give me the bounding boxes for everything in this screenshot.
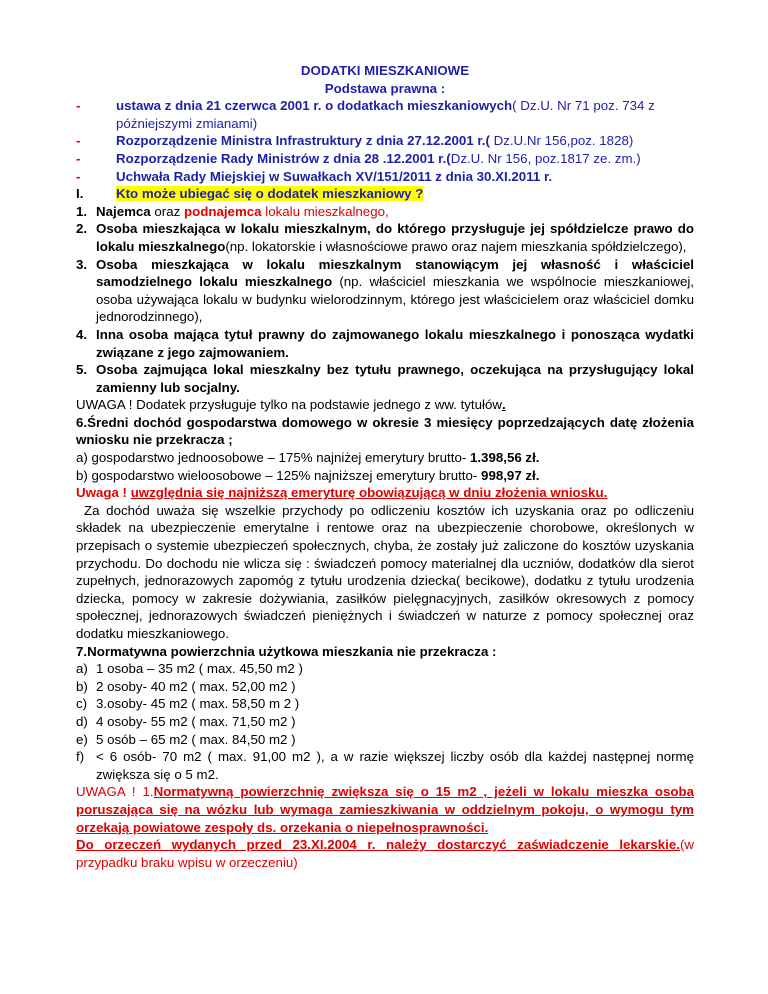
- legal-basis-item: - ustawa z dnia 21 czerwca 2001 r. o dodatkach mieszkaniowych( Dz.U. Nr 71 poz. 734 z późniejszymi zmianami): [76, 98, 655, 131]
- area-norm-item: b) 2 osoby- 40 m2 ( max. 52,00 m2 ): [76, 678, 296, 694]
- income-limit-multi: b) gospodarstwo wieloosobowe – 125% najniższej emerytury brutto- 998,97 zł.: [76, 467, 540, 483]
- legal-basis-item: - Rozporządzenie Rady Ministrów z dnia 28 .12.2001 r.(Dz.U. Nr 156, poz.1817 ze. zm.): [76, 150, 641, 166]
- legal-basis-heading: Podstawa prawna :: [324, 80, 446, 96]
- legal-basis-item: - Rozporządzenie Ministra Infrastruktury z dnia 27.12.2001 r.( Dz.U.Nr 156,poz. 1828): [76, 133, 634, 149]
- eligible-item: 3. Osoba mieszkająca w lokalu mieszkalnym stanowiącym jej własność i właściciel samodzielnego lokalu mieszkalnego (np. właściciel mieszkania we wspólnocie mieszkaniowej, osoba używająca lokalu w budynku wielorodzinnym, którego jest właścicielem oraz właściciel domku jednorodzinnego),: [76, 256, 694, 325]
- income-definition-paragraph: Za dochód uważa się wszelkie przychody po odliczeniu kosztów ich uzyskania oraz po odliczeniu składek na ubezpieczenie emerytalne i rentowe oraz na ubezpieczenie chorobowe, określonych w przepisach o systemie ubezpieczeń społecznych, chyba, że zostały już zaliczone do kosztów uzyskania przychodu. Do dochodu nie wlicza się : świadczeń pomocy materialnej dla uczniów, dodatków dla sierot zupełnych, jednorazowych zapomóg z tytułu urodzenia dziecka( becikowe), dodatku z tytułu urodzenia dziecka, pomocy w zakresie dożywiania, zasiłków pielęgnacyjnych, zasiłków okresowych z pomocy społecznej, jednorazowych świadczeń pieniężnych i świadczeń w naturze z pomocy społecznej oraz dodatku mieszkaniowego.: [76, 502, 694, 641]
- uwaga-wheelchair: UWAGA ! 1.Normatywną powierzchnię zwiększa się o 15 m2 , jeżeli w lokalu mieszka osoba poruszająca się na wózku lub wymaga zamieszkiwania w oddzielnym pokoju, o wymogu tym orzekają powiatowe zespoły ds. orzekania o niepełnosprawności.: [76, 784, 694, 835]
- eligible-item: 2. Osoba mieszkająca w lokalu mieszkalnym, do którego przysługuje jej spółdzielcze prawo do lokalu mieszkalnego(np. lokatorskie i własnościowe prawo oraz najem mieszkania spółdzielczego),: [76, 221, 694, 254]
- document-page: [76, 62, 694, 871]
- area-norms-list: [76, 660, 694, 783]
- eligible-item: 4. Inna osoba mająca tytuł prawny do zajmowanego lokalu mieszkalnego i ponosząca wydatki związane z jego zajmowaniem.: [76, 326, 694, 360]
- legal-basis-list: [76, 97, 694, 185]
- section-7-heading: 7.Normatywna powierzchnia użytkowa mieszkania nie przekracza :: [76, 643, 497, 659]
- section-1-heading: I. Kto może ubiegać się o dodatek mieszkaniowy ?: [76, 186, 424, 202]
- legal-basis-item: - Uchwała Rady Miejskiej w Suwałkach XV/151/2011 z dnia 30.XI.2011 r.: [76, 168, 553, 184]
- document-title: DODATKI MIESZKANIOWE: [300, 63, 470, 78]
- income-limits: [76, 449, 694, 484]
- income-limit-single: a) gospodarstwo jednoosobowe – 175% najniżej emerytury brutto- 1.398,56 zł.: [76, 450, 540, 466]
- uwaga-medical-certificate: Do orzeczeń wydanych przed 23.XI.2004 r. należy dostarczyć zaświadczenie lekarskie.(w przypadku braku wpisu w orzeczeniu): [76, 837, 694, 870]
- eligible-item: 1. Najemca oraz podnajemca lokalu mieszkalnego,: [76, 203, 389, 219]
- area-norm-item: c) 3.osoby- 45 m2 ( max. 58,50 m 2 ): [76, 696, 300, 712]
- eligible-list: [76, 203, 694, 397]
- eligible-item: 5. Osoba zajmująca lokal mieszkalny bez tytułu prawnego, oczekująca na przysługujący lokal zamienny lub socjalny.: [76, 362, 694, 395]
- area-norm-item: f) < 6 osób- 70 m2 ( max. 91,00 m2 ), a w razie większej liczby osób dla każdej następnej normę zwiększa się o 5 m2.: [76, 749, 694, 782]
- uwaga-lowest-pension: Uwaga ! uwzględnia się najniższą emeryturę obowiązującą w dniu złożenia wniosku.: [76, 485, 608, 501]
- area-norm-item: d) 4 osoby- 55 m2 ( max. 71,50 m2 ): [76, 713, 296, 729]
- area-norm-item: e) 5 osób – 65 m2 ( max. 84,50 m2 ): [76, 731, 296, 747]
- section-6-heading: 6.Średni dochód gospodarstwa domowego w okresie 3 miesięcy poprzedzających datę złożenia wniosku nie przekracza ;: [76, 414, 694, 448]
- uwaga-single-title: UWAGA ! Dodatek przysługuje tylko na podstawie jednego z ww. tytułów.: [76, 397, 506, 413]
- area-norm-item: a) 1 osoba – 35 m2 ( max. 45,50 m2 ): [76, 661, 303, 677]
